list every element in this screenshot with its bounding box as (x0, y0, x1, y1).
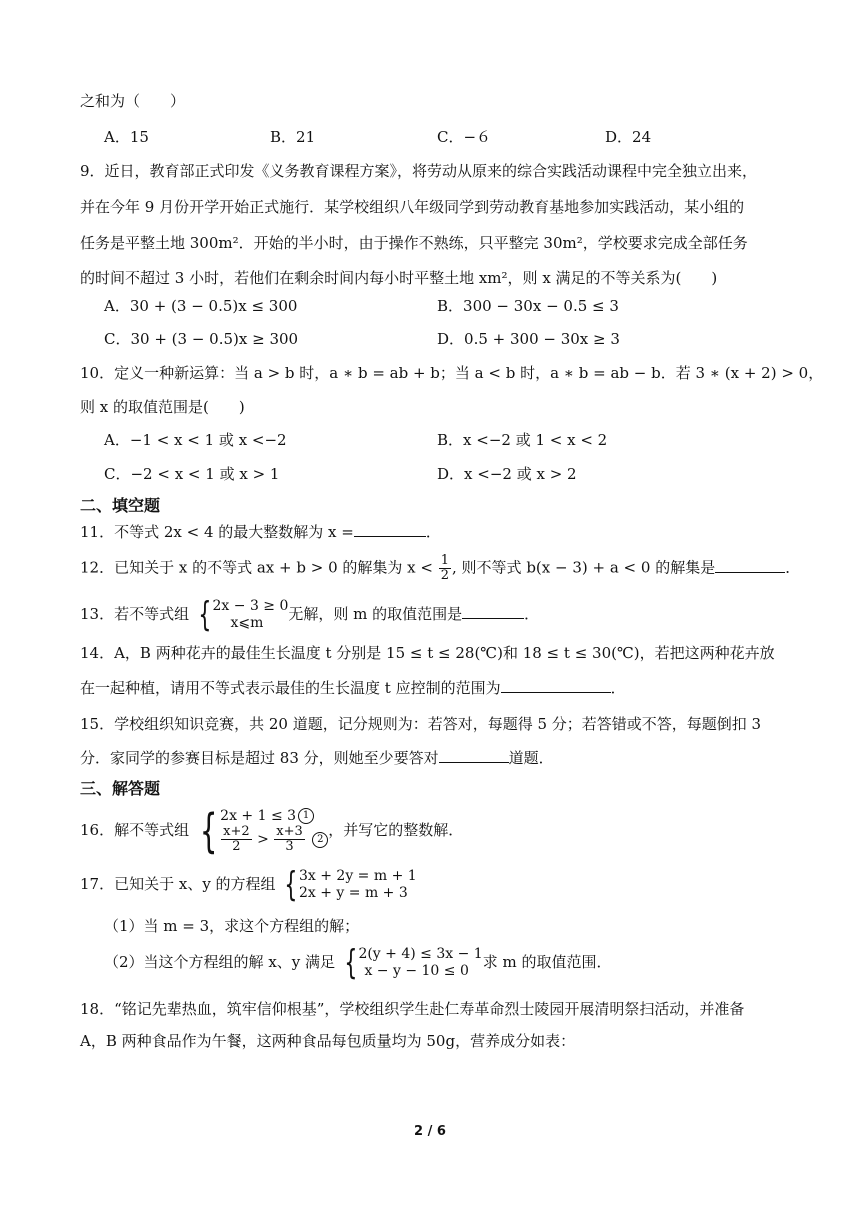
q8-option-b: B．21 (270, 128, 316, 146)
q13-inequality-system (194, 595, 289, 635)
q10-option-a: A．−1 < x < 1 或 x <−2 (104, 431, 287, 449)
q13-row-1: 2x − 3 ≥ 0 (212, 598, 289, 614)
q11-text: 11．不等式 2x < 4 的最大整数解为 x = (80, 523, 354, 541)
q16-frac-right-den: 3 (285, 839, 294, 854)
q16-row-2 (220, 825, 328, 854)
circled-2-icon: 2 (312, 832, 328, 848)
left-brace-icon: { (344, 943, 358, 983)
section-heading-fill-in: 二、填空题 (80, 496, 161, 515)
q13-row-2: x⩽m (230, 615, 264, 631)
q16-frac-right (274, 825, 305, 854)
q17 (80, 865, 417, 905)
q15-line-2 (80, 747, 554, 769)
left-brace-icon: { (284, 865, 298, 905)
q17-sub-1: （1）当 m = 3，求这个方程组的解； (104, 917, 360, 935)
left-brace-icon: { (199, 804, 218, 858)
circled-1-icon: 1 (298, 808, 314, 824)
q8-option-a: A．15 (104, 128, 149, 146)
q17-row-1: 3x + 2y = m + 1 (298, 868, 417, 884)
q14-answer-blank[interactable] (501, 678, 611, 693)
q9-line-1: 9．近日，教育部正式印发《义务教育课程方案》，将劳动从原来的综合实践活动课程中完全独立出来， (80, 162, 758, 180)
q12-fraction (439, 554, 451, 583)
q17-sub-2-inequality-system (340, 943, 483, 983)
q12-frac-num: 1 (440, 553, 450, 568)
q12-frac-den: 2 (440, 568, 450, 583)
section-heading-solve: 三、解答题 (80, 779, 161, 798)
q13 (80, 595, 540, 635)
q8-option-d: D．24 (605, 128, 652, 146)
q13-answer-blank[interactable] (462, 604, 524, 619)
q9-option-d: D．0.5 + 300 − 30x ≥ 3 (437, 330, 620, 348)
q16-row-2-operator: > (257, 831, 269, 848)
q16-post: ，并写它的整数解． (328, 821, 464, 839)
q17-sub-2-row-1: 2(y + 4) ≤ 3x − 1 (358, 946, 483, 962)
q16 (80, 804, 464, 858)
q12-answer-blank[interactable] (715, 558, 785, 573)
q8-tail: 之和为（ ） (80, 92, 186, 110)
q17-equation-system (280, 865, 417, 905)
q16-row-1-text: 2x + 1 ≤ 3 (220, 808, 297, 824)
q10-line-2: 则 x 的取值范围是( ) (80, 398, 245, 416)
q14-line-1: 14．A，B 两种花卉的最佳生长温度 t 分别是 15 ≤ t ≤ 28(℃)和 18 ≤ t ≤ 30(℃)，若把这两种花卉放 (80, 644, 775, 662)
q16-frac-left-den: 2 (232, 839, 241, 854)
q11-answer-blank[interactable] (354, 522, 426, 537)
q9-line-3: 任务是平整土地 300m²．开始的半小时，由于操作不熟练，只平整完 30m²，学校要求完成全部任务 (80, 234, 748, 252)
q16-row-1 (220, 808, 328, 825)
q8-option-c: C．−６ (437, 128, 492, 146)
q17-sub-2 (104, 943, 612, 983)
q11-end: ． (425, 523, 441, 541)
q9-option-b: B．300 − 30x − 0.5 ≤ 3 (437, 297, 619, 315)
q15-line-2-text: 分．家同学的参赛目标是超过 83 分，则她至少要答对 (80, 749, 439, 767)
q13-pre: 13．若不等式组 (80, 605, 190, 623)
q12-post: , 则不等式 b(x − 3) + a < 0 的解集是 (452, 558, 716, 577)
q17-pre: 17．已知关于 x、y 的方程组 (80, 875, 276, 893)
page-number: 2 / 6 (414, 1124, 446, 1139)
q16-frac-left (221, 825, 252, 854)
q12 (80, 554, 800, 583)
q12-end: ． (785, 558, 801, 577)
left-brace-icon: { (198, 595, 212, 635)
q10-line-1: 10．定义一种新运算：当 a > b 时，a ∗ b = ab + b；当 a < b 时，a ∗ b = ab − b．若 3 ∗ (x + 2) > 0， (80, 364, 824, 382)
q14-end: ． (610, 679, 626, 697)
q10-option-b: B．x <−2 或 1 < x < 2 (437, 431, 608, 449)
q9-line-4: 的时间不超过 3 小时，若他们在剩余时间内每小时平整土地 xm²，则 x 满足的不等关系为( ) (80, 269, 718, 287)
q17-sub-2-pre: （2）当这个方程组的解 x、y 满足 (104, 953, 336, 971)
q16-inequality-system (194, 804, 328, 858)
q9-line-2: 并在今年 9 月份开学开始正式施行．某学校组织八年级同学到劳动教育基地参加实践活动，某小组的 (80, 198, 745, 216)
q18-line-2: A，B 两种食品作为午餐，这两种食品每包质量均为 50g，营养成分如表： (80, 1032, 576, 1050)
q11 (80, 521, 441, 543)
q13-end: ． (524, 605, 540, 623)
q18-line-1: 18．“铭记先辈热血，筑牢信仰根基”，学校组织学生赴仁寿革命烈士陵园开展清明祭扫活动，并准备 (80, 1000, 745, 1018)
q15-answer-blank[interactable] (439, 748, 509, 763)
q10-option-d: D．x <−2 或 x > 2 (437, 465, 577, 483)
q14-line-2 (80, 677, 626, 699)
q17-sub-2-row-2: x − y − 10 ≤ 0 (364, 963, 469, 979)
q17-row-2: 2x + y = m + 3 (298, 885, 408, 901)
q12-pre: 12．已知关于 x 的不等式 ax + b > 0 的解集为 x < (80, 558, 433, 577)
q13-post: 无解，则 m 的取值范围是 (288, 605, 463, 623)
q16-frac-right-num: x+3 (276, 824, 303, 839)
q9-option-c: C．30 + (3 − 0.5)x ≥ 300 (104, 330, 299, 348)
q16-pre: 16．解不等式组 (80, 821, 190, 839)
q17-sub-2-post: 求 m 的取值范围． (482, 953, 612, 971)
q15-end: 道题． (508, 749, 554, 767)
q16-frac-left-num: x+2 (223, 824, 250, 839)
q14-line-2-text: 在一起种植，请用不等式表示最佳的生长温度 t 应控制的范围为 (80, 679, 501, 697)
q9-option-a: A．30 + (3 − 0.5)x ≤ 300 (104, 297, 298, 315)
q10-option-c: C．−2 < x < 1 或 x > 1 (104, 465, 280, 483)
q15-line-1: 15．学校组织知识竞赛，共 20 道题，记分规则为：若答对，每题得 5 分；若答错或不答，每题倒扣 3 (80, 715, 762, 733)
